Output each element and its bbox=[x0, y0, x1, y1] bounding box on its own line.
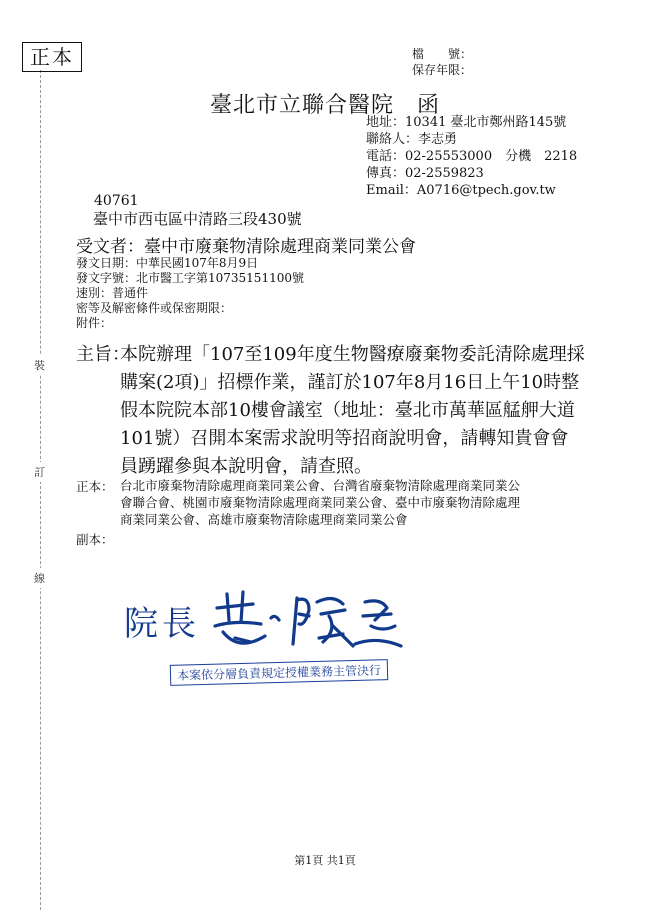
recipient-address: 臺中市西屯區中清路三段430號 bbox=[93, 210, 302, 228]
contact-fax: 傳真：02-2559823 bbox=[366, 166, 484, 181]
delegation-stamp: 本案依分層負責規定授權業務主管決行 bbox=[170, 659, 388, 686]
attachments: 附件： bbox=[76, 316, 113, 330]
contact-person: 聯絡人：李志勇 bbox=[366, 132, 458, 147]
recipient: 受文者：臺中市廢棄物清除處理商業同業公會 bbox=[76, 237, 416, 257]
delivery-speed: 速別：普通件 bbox=[76, 286, 149, 300]
binding-mark-zhuang: 裝 bbox=[34, 355, 45, 375]
retention-label: 保存年限： bbox=[412, 63, 473, 77]
subject-line: 本院辦理「107至109年度生物醫療廢棄物委託清除處理採 bbox=[120, 344, 585, 365]
original-recipients-label: 正本： bbox=[76, 479, 114, 494]
postal-code: 40761 bbox=[94, 193, 139, 209]
handwritten-signature bbox=[205, 580, 405, 660]
binding-mark-xian: 線 bbox=[34, 568, 45, 588]
issue-date: 發文日期：中華民國107年8月9日 bbox=[76, 256, 259, 270]
original-recipients-line: 商業同業公會、高雄市廢棄物清除處理商業同業公會 bbox=[120, 512, 408, 527]
page-number: 第1頁 共1頁 bbox=[294, 854, 356, 867]
original-recipients-line: 台北市廢棄物清除處理商業同業公會、台灣省廢棄物清除處理商業同業公 bbox=[120, 478, 521, 493]
document-title: 臺北市立聯合醫院 函 bbox=[209, 93, 440, 118]
contact-email: Email：A0716@tpech.gov.tw bbox=[366, 183, 556, 198]
contact-phone: 電話：02-25553000 分機 2218 bbox=[366, 149, 578, 164]
contact-address: 地址：10341 臺北市鄭州路145號 bbox=[366, 115, 567, 130]
secrecy-level: 密等及解密條件或保密期限： bbox=[76, 301, 233, 315]
binding-mark-ding: 訂 bbox=[34, 462, 45, 482]
original-recipients-line: 會聯合會、桃園市廢棄物清除處理商業同業公會、臺中市廢棄物清除處理 bbox=[120, 495, 521, 510]
subject-line: 員踴躍參與本說明會，請查照。 bbox=[120, 456, 372, 477]
doc-number-label: 檔 號： bbox=[412, 47, 473, 61]
copy-recipients-label: 副本： bbox=[76, 532, 114, 547]
subject-label: 主旨： bbox=[76, 344, 130, 365]
original-copy-stamp: 正本 bbox=[22, 42, 82, 72]
subject-line: 101號）召開本案需求說明等招商說明會，請轉知貴會會 bbox=[120, 428, 569, 449]
subject-line: 假本院院本部10樓會議室（地址：臺北市萬華區艋舺大道 bbox=[120, 400, 575, 421]
subject-line: 購案(2項)」招標作業，謹訂於107年8月16日上午10時整 bbox=[120, 372, 580, 393]
director-title: 院長 bbox=[124, 604, 200, 644]
binding-line bbox=[40, 70, 41, 910]
issue-number: 發文字號：北市醫工字第10735151100號 bbox=[76, 271, 304, 285]
